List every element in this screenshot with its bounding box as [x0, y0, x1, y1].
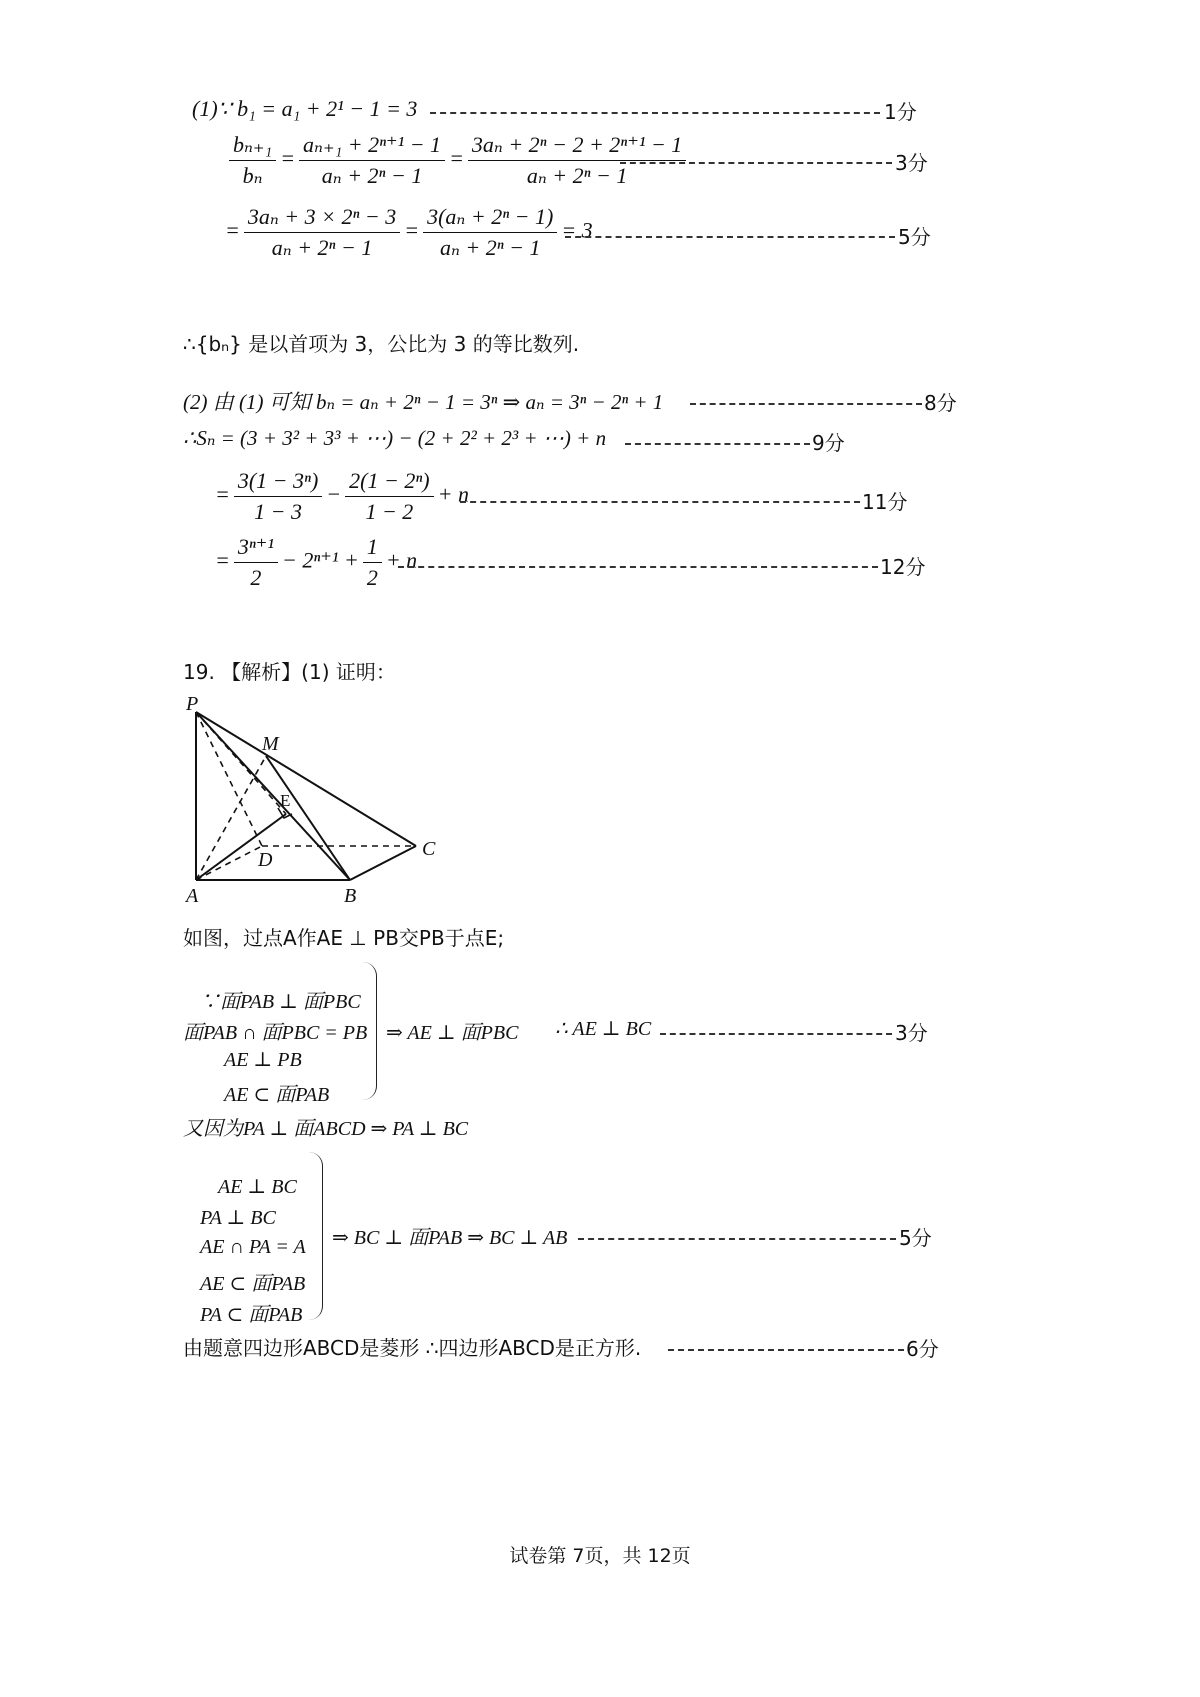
f1-num: 3(1 − 3ⁿ) [234, 468, 322, 497]
part1-line1: (1)∵ b₁ = a₁ + 2¹ − 1 = 3 [192, 96, 418, 121]
label-p: P [186, 693, 199, 715]
f4-den: 2 [366, 565, 378, 590]
brace1-result: ⇒ AE ⊥ 面PBC [386, 1022, 519, 1044]
score-12: 12分 [880, 555, 926, 579]
brace1-line: ∵面PAB ⊥ 面PBC [200, 991, 361, 1013]
step3-den: aₙ + 2ⁿ − 1 [439, 235, 541, 260]
brace1-line: AE ⊥ PB [224, 1049, 302, 1071]
brace1-therefore: ∴ AE ⊥ BC [555, 1018, 652, 1040]
part2-line1: (2) 由 (1) 可知 bₙ = aₙ + 2ⁿ − 1 = 3ⁿ ⇒ aₙ = 3ⁿ − 2ⁿ + 1 [183, 390, 664, 414]
score-11: 11分 [862, 490, 908, 514]
label-a: A [186, 885, 199, 907]
edge-ad [196, 846, 262, 880]
brace2-line: AE ⊂ 面PAB [200, 1273, 306, 1295]
plus-n: + n [437, 481, 469, 507]
f2-den: 1 − 2 [365, 499, 414, 524]
leader-line [660, 1033, 892, 1035]
q19-score-3: 3分 [895, 1021, 928, 1045]
part1-conclusion: ∴{bₙ} 是以首项为 3，公比为 3 的等比数列. [183, 332, 580, 356]
label-d: D [258, 849, 273, 871]
f3-den: 2 [250, 565, 262, 590]
q19-heading: 19. 【解析】(1) 证明： [183, 660, 396, 684]
brace2-line: PA ⊂ 面PAB [200, 1304, 303, 1326]
segment-am [196, 756, 266, 880]
leader-line [460, 501, 860, 503]
leader-line [565, 236, 895, 238]
leader-line [625, 443, 810, 445]
brace2-line: PA ⊥ BC [200, 1207, 276, 1229]
f4-num: 1 [363, 534, 382, 563]
segment-ae [196, 814, 286, 880]
ratio-rhs-den: aₙ + 2ⁿ − 1 [526, 163, 628, 188]
brace-1 [360, 962, 377, 1100]
f1-den: 1 − 3 [254, 499, 302, 524]
sum-result: = $\frac{\text{3ⁿ⁺¹}}{2}$ − 2ⁿ⁺¹ + $\frac{1}{2}$ + n [215, 534, 418, 590]
ratio-mid-num: aₙ₊₁ + 2ⁿ⁺¹ − 1 [299, 132, 445, 161]
leader-line [398, 566, 878, 568]
f3-num: 3ⁿ⁺¹ [234, 534, 278, 563]
edge-pc [196, 712, 416, 846]
brace2-line: AE ∩ PA = A [200, 1236, 306, 1258]
q19-intro: 如图，过点A作AE ⊥ PB交PB于点E; [183, 926, 505, 950]
brace2-result: ⇒ BC ⊥ 面PAB ⇒ BC ⊥ AB [332, 1227, 568, 1249]
label-m: M [262, 733, 279, 755]
step2-den: aₙ + 2ⁿ − 1 [271, 235, 373, 260]
step-equation: = $\frac{\text{3aₙ + 3 × 2ⁿ − 3}}{\text{aₙ + 2ⁿ − 1}}$ = $\frac{\text{3(aₙ + 2ⁿ − 1)}}{\text{aₙ + 2ⁿ − 1}}$ = 3 [225, 204, 593, 260]
brace2-line: AE ⊥ BC [218, 1176, 297, 1198]
ratio-lhs-num: bₙ₊₁ [229, 132, 276, 161]
q19-score-6: 6分 [906, 1337, 939, 1361]
score-5: 5分 [898, 225, 931, 249]
leader-line [578, 1238, 896, 1240]
score-8: 8分 [924, 391, 957, 415]
brace1-line: AE ⊂ 面PAB [224, 1084, 330, 1106]
brace1-line: 面PAB ∩ 面PBC = PB [183, 1022, 368, 1044]
pyramid-figure [180, 690, 450, 910]
step2-num: 3aₙ + 3 × 2ⁿ − 3 [244, 204, 400, 233]
ratio-lhs-den: bₙ [242, 163, 263, 188]
label-b: B [344, 885, 357, 907]
label-e: E [280, 791, 291, 810]
leader-line [690, 403, 922, 405]
score-9: 9分 [812, 431, 845, 455]
step3-num: 3(aₙ + 2ⁿ − 1) [423, 204, 557, 233]
mid-term: − 2ⁿ⁺¹ + [282, 547, 359, 573]
brace-2 [306, 1152, 323, 1320]
sum-fractions: = $\frac{\text{3(1 − 3ⁿ)}}{1 - 3}$ − $\frac{\text{2(1 − 2ⁿ)}}{1 - 2}$ + n [215, 468, 469, 524]
leader-line [430, 112, 880, 114]
plus-n-2: + n [385, 547, 418, 573]
score-1: 1分 [884, 100, 917, 124]
ratio-equation: $\frac{\text{bₙ₊₁}}{\text{bₙ}}$ = $\frac{\text{aₙ₊₁ + 2ⁿ⁺¹ − 1}}{\text{aₙ + 2ⁿ − 1}}$ = $\frac{\text{3aₙ + 2ⁿ − 2 + 2ⁿ⁺¹ − 1}}{\text{aₙ + 2ⁿ − 1}}$ [225, 132, 690, 189]
page-footer: 试卷第 7页，共 12页 [509, 1545, 691, 1567]
edge-mb [266, 756, 350, 880]
q19-also: 又因为PA ⊥ 面ABCD ⇒ PA ⊥ BC [183, 1118, 469, 1140]
ratio-rhs-num: 3aₙ + 2ⁿ − 2 + 2ⁿ⁺¹ − 1 [468, 132, 686, 161]
edge-bc [350, 846, 416, 880]
f2-num: 2(1 − 2ⁿ) [345, 468, 433, 497]
leader-line [620, 162, 892, 164]
label-c: C [422, 838, 436, 860]
score-3: 3分 [895, 151, 928, 175]
leader-line [668, 1349, 904, 1351]
q19-score-5: 5分 [899, 1226, 932, 1250]
q19-final: 由题意四边形ABCD是菱形 ∴四边形ABCD是正方形. [183, 1336, 642, 1360]
part2-line2: ∴Sₙ = (3 + 3² + 3³ + ⋯) − (2 + 2² + 2³ + ⋯) + n [183, 426, 607, 450]
step3-result: = 3 [561, 217, 593, 243]
ratio-mid-den: aₙ + 2ⁿ − 1 [321, 163, 423, 188]
